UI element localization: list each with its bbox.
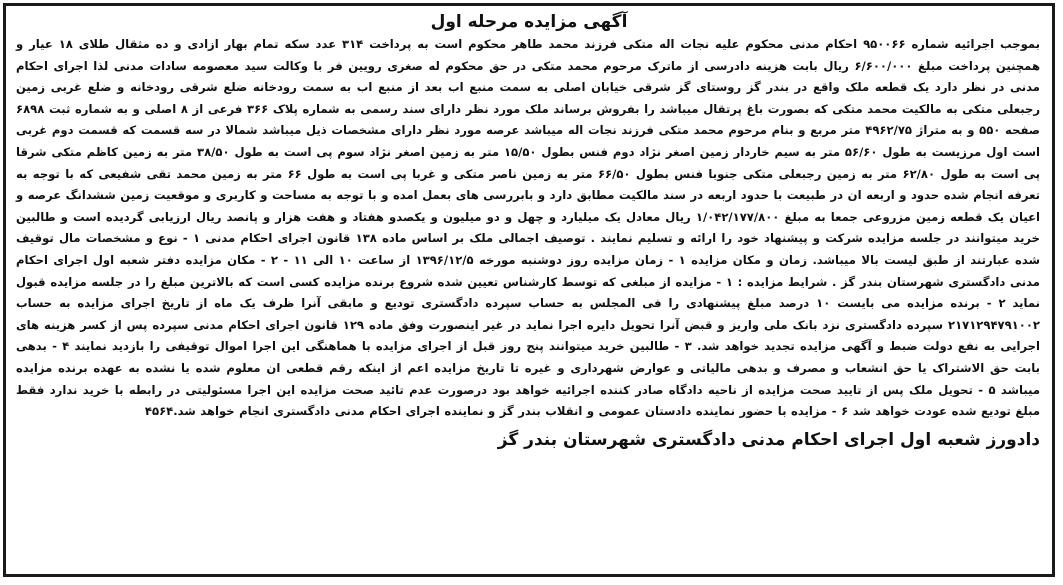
notice-title: آگهی مزایده مرحله اول bbox=[430, 12, 628, 32]
notice-body-text: بموجب اجرائیه شماره ۹۵۰۰۶۶ احکام مدنی محکوم علیه نجات اله متکی فرزند محمد طاهر محکوم است به پرداخت ۳۱۴ عدد سکه تمام بهار ازادی و ده مثقال طلای ۱۸ عیار و همچنین پرداخت مبلغ ۶/۶۰۰/۰۰۰ ریال بابت هزینه دادرسی از ماترک مرحوم محمد متکی در حق محکوم له صغری رویین فر با وکالت سید معصومه سادات مدنی لذا اجرای احکام مدنی در نظر دارد یک قطعه ملک واقع در بندر گز روستای گز شرقی خیابان اصلی به سمت منبع اب بعد از منبع اب به سمت رودخانه ضلع شرقی رودخانه و ضلع غربی زمین رجبعلی متکی به مالکیت محمد متکی که بصورت باغ پرتقال میباشد را بفروش برساند ملک مورد نظر دارای سند رسمی به شماره پلاک ۳۶۶ فرعی از ۸ اصلی و به شماره ثبت ۶۸۹۸ صفحه ۵۵۰ و به متراژ ۴۹۶۲/۷۵ متر مربع و بنام مرحوم محمد متکی فرزند نجات اله میباشد عرصه مورد نظر دارای مشخصات ذیل میباشد شمالا در سه قسمت که قسمت دوم غربی است اول مرزیست به طول ۵۶/۶۰ متر به سیم خاردار زمین اصغر نژاد دوم فنس بطول ۱۵/۵۰ متر به زمین اصغر نژاد سوم پی است به طول ۳۸/۵۰ متر به زمین کاظم متکی شرقا پی است به طول ۶۲/۸۰ متر به زمین رجبعلی متکی جنوبا فنس بطول ۶۶/۵۰ متر به زمین ناصر متکی و غربا پی است به طول ۶۶ متر به زمین محمد تقی شفیعی که با توجه به تعرفه انجام شده حدود و اربعه ان در طبیعت با حدود اربعه در سند مالکیت مطابق دارد و بابررسی های بعمل امده و با توجه به مساحت و کاربری و موقعیت زمین ششدانگ عرصه و اعیان یک قطعه زمین مزروعی جمعا به مبلغ ۱/۰۴۲/۱۷۷/۸۰۰ ریال معادل یک میلیارد و چهل و دو میلیون و یکصدو هفتاد و هفت هزار و پانصد ریال ارزیابی گردیده است و طالبین خرید میتوانند در جلسه مزایده شرکت و پیشنهاد خود را ارائه و تسلیم نمایند . توصیف اجمالی ملک بر اساس ماده ۱۳۸ قانون اجرای احکام مدنی ۱ - نوع و مشخصات مال توقیف شده عبارتند از طبق لیست بالا میباشد. زمان و مکان مزایده ۱ - زمان مزایده روز دوشنبه مورخه ۱۳۹۶/۱۲/۵ از ساعت ۱۰ الی ۱۱ - ۲ - مکان مزایده دفتر شعبه اول اجرای احکام مدنی دادگستری شهرستان بندر گز . شرایط مزایده : ۱ - مزایده از مبلغی که توسط کارشناس تعیین شده شروع برنده مزایده کسی است که بالاترین مبلغ را در جلسه مزایده قبول نماید ۲ - برنده مزایده می بایست ۱۰ درصد مبلغ پیشنهادی را فی المجلس به حساب سپرده دادگستری تودیع و مابقی آنرا ظرف یک ماه از تاریخ اجرای مزایده به حساب ۲۱۷۱۲۹۴۷۹۱۰۰۲ سپرده دادگستری نزد بانک ملی واریز و قبض آنرا تحویل دایره اجرا نماید در غیر اینصورت وفق ماده ۱۲۹ قانون اجرای احکام مدنی سپرده پس از کسر هزینه های اجرایی به نفع دولت ضبط و آگهی مزایده تجدید خواهد شد. ۳ - طالبین خرید میتوانند پنج روز قبل از اجرای مزایده با هماهنگی این اجرا اموال توقیفی را بازدید نمایند ۴ - بدهی بابت حق الاشتراک یا حق انشعاب و مصرف و بدهی مالیاتی و عوارض شهرداری و غیره تا تاریخ مزایده اعم از اینکه رقم قطعی ان معلوم شده یا نشده به عهده برنده مزایده میباشد ۵ - تحویل ملک پس از تایید صحت مزایده از ناحیه دادگاه صادر کننده اجرائیه خواهد بود درصورت عدم تائید صحت مزایده این اجرا مسئولیتی در رابطه با خرید ندارد فقط مبلغ تودیع شده عودت خواهد شد ۶ - مزایده با حضور نماینده دادستان عمومی و انقلاب بندر گز و نماینده اجرای احکام مدنی دادگستری انجام خواهد شد.۴۵۶۴ bbox=[16, 37, 1041, 419]
notice-signature: دادورز شعبه اول اجرای احکام مدنی دادگستری شهرستان بندر گز bbox=[497, 429, 1040, 450]
notice-frame bbox=[3, 3, 1055, 577]
